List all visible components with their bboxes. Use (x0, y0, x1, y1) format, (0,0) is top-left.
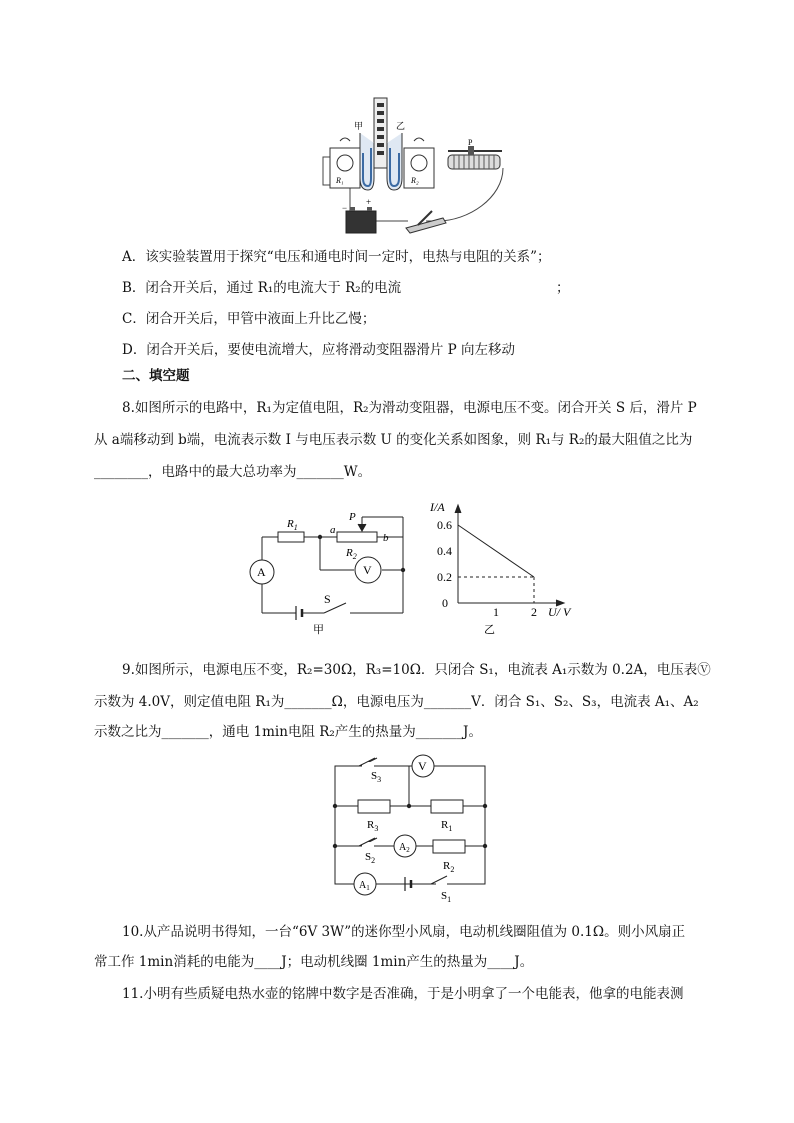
label-minus: − (342, 203, 348, 213)
label-s3: S (371, 770, 378, 782)
voltmeter-label: V (363, 563, 372, 577)
ammeter-a2-label: A (399, 842, 407, 853)
label-s2: S (365, 851, 372, 863)
ammeter-a1-sub: 1 (366, 884, 370, 892)
label-r2-sub: 2 (450, 865, 455, 874)
label-yi: 乙 (396, 121, 406, 131)
q8-line-3: ________，电路中的最大总功率为_______W。 (94, 464, 372, 480)
q9-line-3: 示数之比为_______，通电 1min电阻 R₂产生的热量为_______J。 (94, 724, 482, 740)
circuit-jia-figure (240, 505, 420, 635)
label-s1: S (441, 890, 448, 902)
q9-circuit-figure (325, 752, 495, 904)
option-d: D．闭合开关后，要使电流增大，应将滑动变阻器滑片 P 向左移动 (122, 342, 515, 358)
svg-text:R3 (367, 819, 378, 833)
label-r1-sub: 1 (448, 824, 453, 833)
option-b-semicolon: ； (556, 280, 570, 296)
label-jia: 甲 (354, 121, 364, 131)
svg-text:R1 (286, 518, 298, 532)
chart-yi-figure (422, 495, 592, 637)
caption-jia: 甲 (313, 624, 324, 635)
label-r2: R (443, 860, 451, 872)
ammeter-a2-sub: 2 (406, 846, 410, 854)
svg-text:R2 (345, 547, 357, 561)
q9-line-2: 示数为 4.0V，则定值电阻 R₁为_______Ω，电源电压为_______V．闭合 S₁、S₂、S₃，电流表 A₁、A₂ (94, 694, 699, 710)
label-plus: + (366, 197, 372, 207)
caption-yi: 乙 (484, 624, 495, 636)
q10-line-2: 常工作 1min消耗的电能为____J；电动机线圈 1min产生的热量为____J。 (94, 954, 534, 970)
label-s3-sub: 3 (377, 775, 382, 784)
y-tick-label: 0.2 (437, 570, 452, 584)
option-b: B．闭合开关后，通过 R₁的电流大于 R₂的电流 (122, 280, 402, 296)
label-r2: R₂ (411, 176, 419, 185)
svg-text:S1 (441, 890, 451, 904)
x-tick-label: 2 (531, 605, 537, 619)
q8-line-2: 从 a端移动到 b端，电流表示数 I 与电压表示数 U 的变化关系如图象，则 R₁与 R₂的最大阻值之比为 (94, 432, 693, 448)
voltmeter-label: V (418, 759, 427, 773)
origin-label: 0 (442, 596, 448, 610)
label-slider-p: P (468, 138, 473, 147)
ammeter-label: A (257, 565, 266, 579)
label-r1: R (441, 819, 449, 831)
svg-text:R1 (441, 819, 452, 833)
label-a: a (330, 524, 336, 536)
svg-text:S2 (365, 851, 375, 865)
y-axis-label: I/A (430, 500, 445, 514)
q8-line-1: 8.如图所示的电路中，R₁为定值电阻，R₂为滑动变阻器，电源电压不变。闭合开关 S 后，滑片 P (122, 400, 697, 416)
option-c: C．闭合开关后，甲管中液面上升比乙慢； (122, 311, 376, 327)
label-r3-sub: 3 (374, 824, 379, 833)
q10-line-1: 10.从产品说明书得知，一台“6V 3W”的迷你型小风扇，电动机线圈阻值为 0.1Ω。则小风扇正 (122, 924, 686, 940)
series-line (458, 525, 534, 577)
label-r2-sub: 2 (352, 552, 357, 561)
label-s1-sub: 1 (447, 895, 452, 904)
svg-text:R2 (443, 860, 454, 874)
section-title: 二、填空题 (122, 368, 190, 384)
label-r1: R₁ (336, 176, 344, 185)
label-r3: R (367, 819, 375, 831)
label-s2-sub: 2 (371, 856, 376, 865)
q9-line-1: 9.如图所示，电源电压不变，R₂=30Ω，R₃=10Ω．只闭合 S₁，电流表 A₁示数为 0.2A，电压表Ⓥ (122, 662, 711, 678)
y-tick-label: 0.6 (437, 518, 452, 532)
label-p: P (349, 511, 356, 523)
svg-text:S3 (371, 770, 381, 784)
label-r1: R (287, 518, 294, 530)
label-r1-sub: 1 (293, 523, 298, 532)
q11-line-1: 11.小明有些质疑电热水壶的铭牌中数字是否准确，于是小明拿了一个电能表，他拿的电能表测 (122, 986, 684, 1002)
y-tick-label: 0.4 (437, 544, 452, 558)
x-tick-label: 1 (493, 605, 499, 619)
label-b: b (383, 532, 389, 544)
x-axis-label: U/ V (548, 605, 571, 619)
label-r2: R (346, 547, 353, 559)
option-a: A．该实验装置用于探究“电压和通电时间一定时，电热与电阻的关系”； (122, 249, 551, 265)
joule-heating-apparatus-figure (318, 93, 518, 243)
ammeter-a1-label: A (359, 880, 367, 891)
switch-label: S (324, 592, 331, 606)
